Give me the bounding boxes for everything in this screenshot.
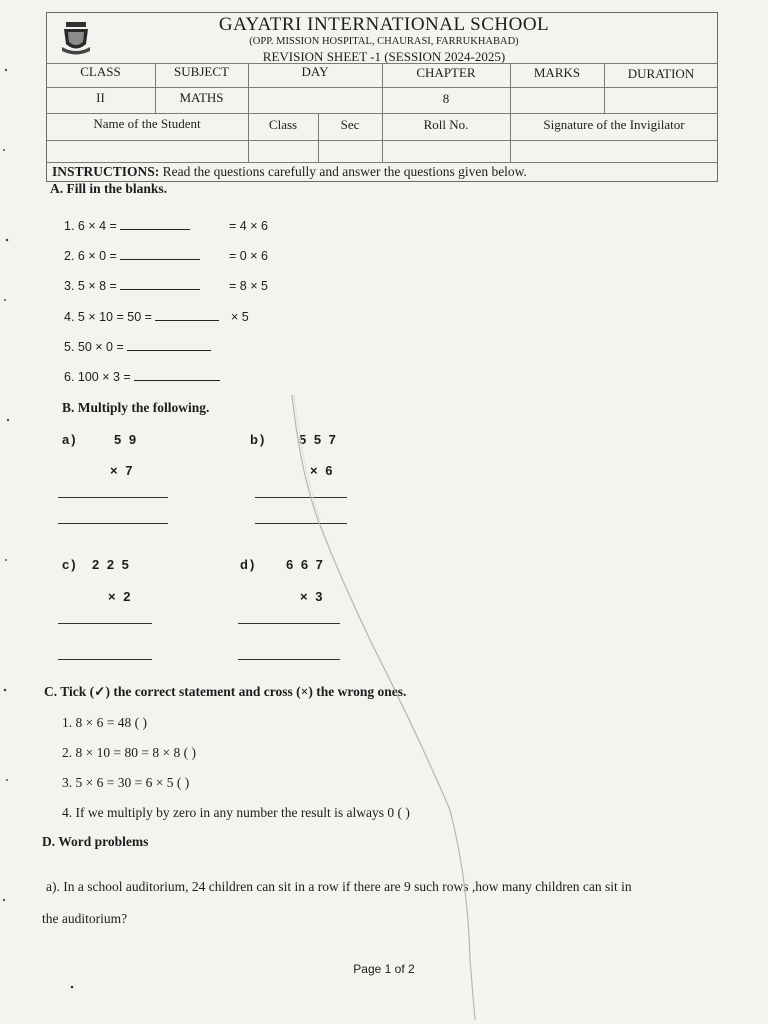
header-student-class: Class: [268, 117, 298, 132]
problem-d-top: 6 6 7: [286, 557, 325, 572]
instructions-text: Read the questions carefully and answer the questions given below.: [162, 164, 527, 179]
header-day: DAY: [301, 64, 329, 79]
problem-c-multiplier: × 2: [108, 589, 133, 604]
problem-d-multiplier: × 3: [300, 589, 325, 604]
header-class: CLASS: [80, 64, 121, 79]
problem-b-label: b): [250, 432, 267, 447]
question-text: 1. 6 × 4 =: [64, 219, 117, 233]
question-text: 6. 100 × 3 =: [64, 370, 131, 384]
statement-3[interactable]: 3. 5 × 6 = 30 = 6 × 5 ( ): [62, 775, 190, 790]
problem-d-label: d): [240, 557, 257, 572]
fill-question-4-rhs: × 5: [231, 310, 249, 324]
question-text: 5. 50 × 0 =: [64, 340, 124, 354]
section-b-title: B. Multiply the following.: [62, 400, 210, 415]
question-text: 3. 5 × 8 =: [64, 279, 117, 293]
statement-1[interactable]: 1. 8 × 6 = 48 ( ): [62, 715, 147, 730]
section-a-title: A. Fill in the blanks.: [50, 181, 168, 196]
fill-question-1-rhs: = 4 × 6: [229, 219, 268, 233]
problem-c-label: c): [62, 557, 78, 572]
question-text: 2. 6 × 0 =: [64, 249, 117, 263]
header-chapter: CHAPTER: [416, 65, 476, 80]
fill-question-2-rhs: = 0 × 6: [229, 249, 268, 263]
word-problem-line-1: a). In a school auditorium, 24 children can sit in a row if there are 9 such rows ,how many children can sit in: [46, 879, 632, 894]
value-chapter: 8: [442, 91, 450, 106]
problem-b-multiplier: × 6: [310, 463, 335, 478]
question-text: 4. 5 × 10 = 50 =: [64, 310, 152, 324]
header-student-name: Name of the Student: [93, 116, 201, 131]
header-signature: Signature of the Invigilator: [543, 117, 685, 132]
school-name: GAYATRI INTERNATIONAL SCHOOL: [218, 14, 550, 35]
value-subject: MATHS: [179, 90, 224, 105]
problem-a-top: 5 9: [114, 432, 139, 447]
problem-b-top: 5 5 7: [299, 432, 338, 447]
fill-question-3-rhs: = 8 × 5: [229, 279, 268, 293]
header-roll-no: Roll No.: [423, 117, 469, 132]
problem-a-label: a): [62, 432, 78, 447]
value-class: II: [96, 90, 105, 105]
word-problem-line-2: the auditorium?: [42, 911, 128, 926]
statement-2[interactable]: 2. 8 × 10 = 80 = 8 × 8 ( ): [62, 745, 196, 760]
problem-a-multiplier: × 7: [110, 463, 135, 478]
section-d-title: D. Word problems: [42, 834, 149, 849]
school-address: (OPP. MISSION HOSPITAL, CHAURASI, FARRUKHABAD): [249, 36, 519, 47]
header-subject: SUBJECT: [174, 64, 229, 79]
section-c-title: C. Tick (✓) the correct statement and cross (×) the wrong ones.: [44, 684, 407, 699]
header-section: Sec: [340, 117, 360, 132]
header-duration: DURATION: [627, 66, 695, 81]
instructions-label: INSTRUCTIONS:: [52, 164, 160, 179]
header-marks: MARKS: [533, 65, 581, 80]
page-number: Page 1 of 2: [353, 962, 415, 976]
problem-c-top: 2 2 5: [92, 557, 131, 572]
revision-sheet-title: REVISION SHEET -1 (SESSION 2024-2025): [262, 49, 506, 64]
statement-4[interactable]: 4. If we multiply by zero in any number the result is always 0 ( ): [62, 805, 410, 820]
